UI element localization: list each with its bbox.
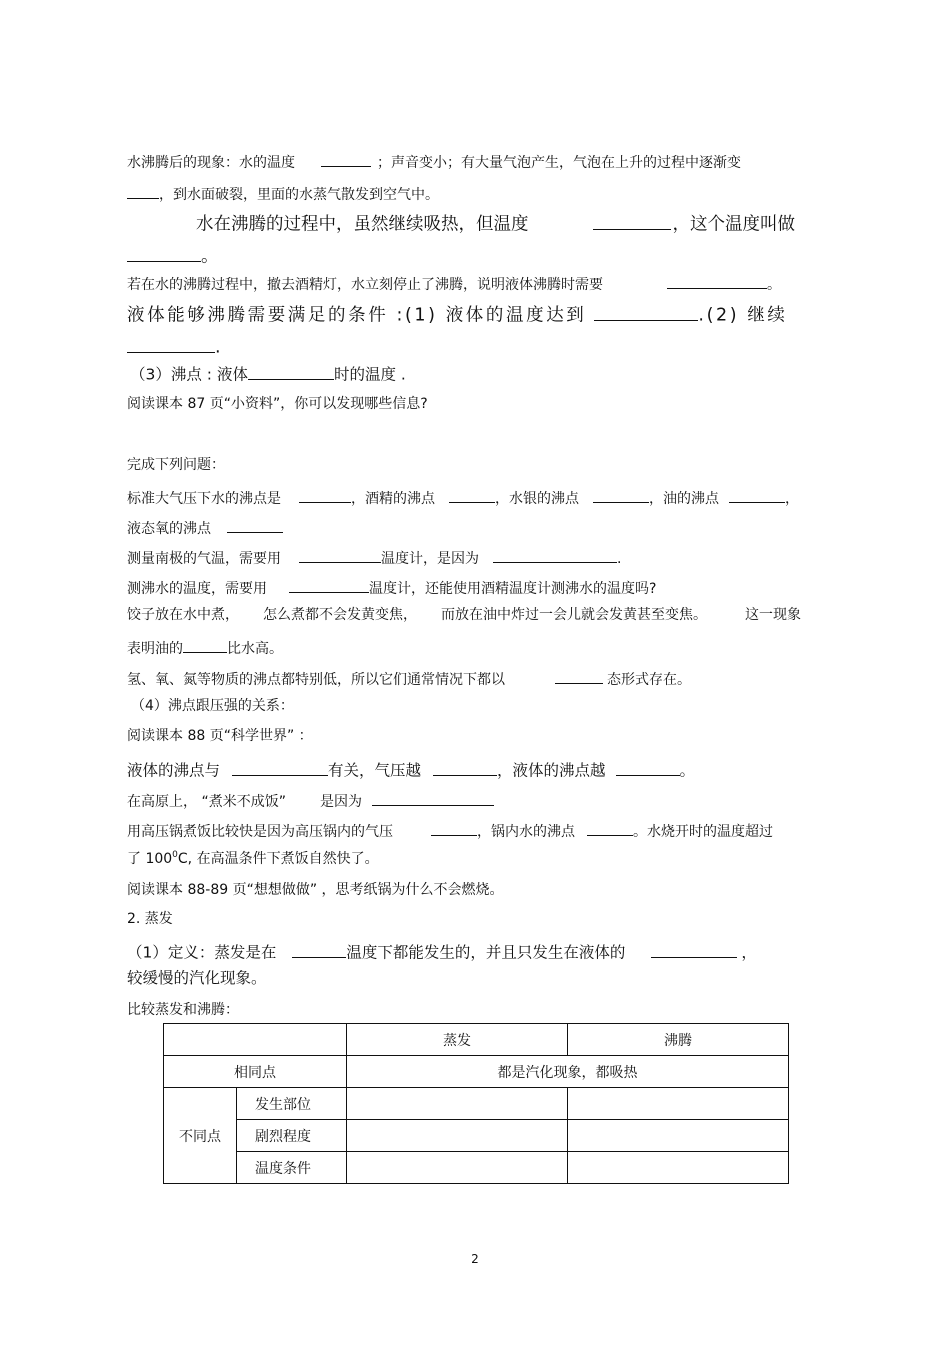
- blank[interactable]: [449, 488, 495, 503]
- table-cell-blank[interactable]: [568, 1120, 789, 1152]
- text-line: 较缓慢的汽化现象。: [127, 969, 267, 987]
- blank[interactable]: [183, 638, 227, 653]
- text-line: 表明油的 比水高。: [127, 638, 283, 656]
- blank[interactable]: [593, 211, 671, 230]
- table-cell-blank[interactable]: [568, 1152, 789, 1184]
- blank[interactable]: [587, 821, 633, 836]
- comparison-table: [163, 1023, 789, 1184]
- text-line: （1）定义：蒸发是在 温度下都能发生的，并且只发生在液体的 ，: [127, 941, 757, 961]
- text-line: 。: [127, 243, 219, 266]
- text-line: 阅读课本 88 页“科学世界” ：: [127, 728, 313, 744]
- text-line: 液体能够沸腾需要满足的条件 :(1) 液体的温度达到 .(2) 继续: [127, 302, 788, 325]
- blank[interactable]: [593, 488, 649, 503]
- blank[interactable]: [594, 302, 698, 321]
- text-line: 液态氧的沸点: [127, 518, 283, 536]
- blank[interactable]: [493, 548, 617, 563]
- table-header-boiling: 沸腾: [568, 1024, 789, 1056]
- table-row-label: 发生部位: [237, 1088, 347, 1120]
- table-cell-blank[interactable]: [568, 1088, 789, 1120]
- blank[interactable]: [227, 518, 283, 533]
- blank[interactable]: [433, 759, 497, 776]
- table-row-label: 剧烈程度: [237, 1120, 347, 1152]
- table-cell-same-value: 都是汽化现象，都吸热: [347, 1056, 789, 1088]
- text-line: 用高压锅煮饭比较快是因为高压锅内的气压 ，锅内水的沸点 。水烧开时的温度超过: [127, 821, 773, 839]
- blank[interactable]: [667, 274, 767, 289]
- text-line: 测量南极的气温，需要用 温度计，是因为 .: [127, 548, 621, 566]
- blank[interactable]: [299, 548, 381, 563]
- table-header-evaporation: 蒸发: [347, 1024, 568, 1056]
- table-cell-blank[interactable]: [347, 1152, 568, 1184]
- page-number: 2: [471, 1252, 479, 1266]
- text-line: （3）沸点 : 液体 时的温度 .: [130, 363, 406, 383]
- text-line: 水沸腾后的现象：水的温度 ；声音变小；有大量气泡产生，气泡在上升的过程中逐渐变: [127, 152, 741, 170]
- table-label-same: 相同点: [164, 1056, 347, 1088]
- table-row: [164, 1024, 789, 1056]
- section-heading: 2. 蒸发: [127, 911, 173, 927]
- blank[interactable]: [299, 488, 351, 503]
- text-line: （4）沸点跟压强的关系：: [131, 698, 294, 714]
- text-line: 水在沸腾的过程中，虽然继续吸热，但温度 ，这个温度叫做: [196, 211, 795, 234]
- text-line: 标准大气压下水的沸点是 ，酒精的沸点 ，水银的沸点 ，油的沸点 ，: [127, 488, 799, 506]
- text-line: 氢、氧、氮等物质的沸点都特别低，所以它们通常情况下都以 态形式存在。: [127, 669, 691, 687]
- blank[interactable]: [248, 363, 334, 380]
- text-line: 在高原上， “煮米不成饭” 是因为: [127, 791, 494, 809]
- blank[interactable]: [127, 243, 201, 262]
- text-line: 测沸水的温度，需要用 温度计，还能使用酒精温度计测沸水的温度吗?: [127, 578, 656, 596]
- table-row-label: 温度条件: [237, 1152, 347, 1184]
- text-line: 饺子放在水中煮， 怎么煮都不会发黄变焦， 而放在油中炸过一会儿就会发黄甚至变焦。 这一现象: [127, 607, 801, 623]
- table-row: [164, 1152, 789, 1184]
- text-line: .: [127, 334, 221, 357]
- text-line: 若在水的沸腾过程中，撤去酒精灯，水立刻停止了沸腾，说明液体沸腾时需要 。: [127, 274, 781, 292]
- table-cell-empty: [164, 1024, 347, 1056]
- table-row: [164, 1056, 789, 1088]
- table-row: [164, 1120, 789, 1152]
- blank[interactable]: [232, 759, 328, 776]
- text-line: 液体的沸点与 有关，气压越 ，液体的沸点越 。: [127, 759, 695, 779]
- text-line: 比较蒸发和沸腾：: [127, 1002, 239, 1018]
- blank[interactable]: [431, 821, 477, 836]
- blank[interactable]: [127, 334, 215, 353]
- blank[interactable]: [616, 759, 680, 776]
- text-line: 完成下列问题：: [127, 457, 225, 473]
- table-label-diff: 不同点: [164, 1088, 237, 1184]
- blank[interactable]: [289, 578, 369, 593]
- text-line: 阅读课本 88-89 页“想想做做” ，思考纸锅为什么不会燃烧。: [127, 882, 504, 898]
- table-row: [164, 1088, 789, 1120]
- table-cell-blank[interactable]: [347, 1088, 568, 1120]
- blank[interactable]: [127, 184, 159, 199]
- text-line: 阅读课本 87 页“小资料”，你可以发现哪些信息?: [127, 396, 428, 412]
- text-line: ，到水面破裂，里面的水蒸气散发到空气中。: [127, 184, 439, 202]
- blank[interactable]: [651, 941, 737, 958]
- blank[interactable]: [555, 669, 603, 684]
- blank[interactable]: [729, 488, 785, 503]
- table-cell-blank[interactable]: [347, 1120, 568, 1152]
- text-line: 了 $100^0C$, 在高温条件下煮饭自然快了。: [127, 850, 379, 867]
- blank[interactable]: [292, 941, 346, 958]
- blank[interactable]: [372, 791, 494, 806]
- blank[interactable]: [321, 152, 371, 167]
